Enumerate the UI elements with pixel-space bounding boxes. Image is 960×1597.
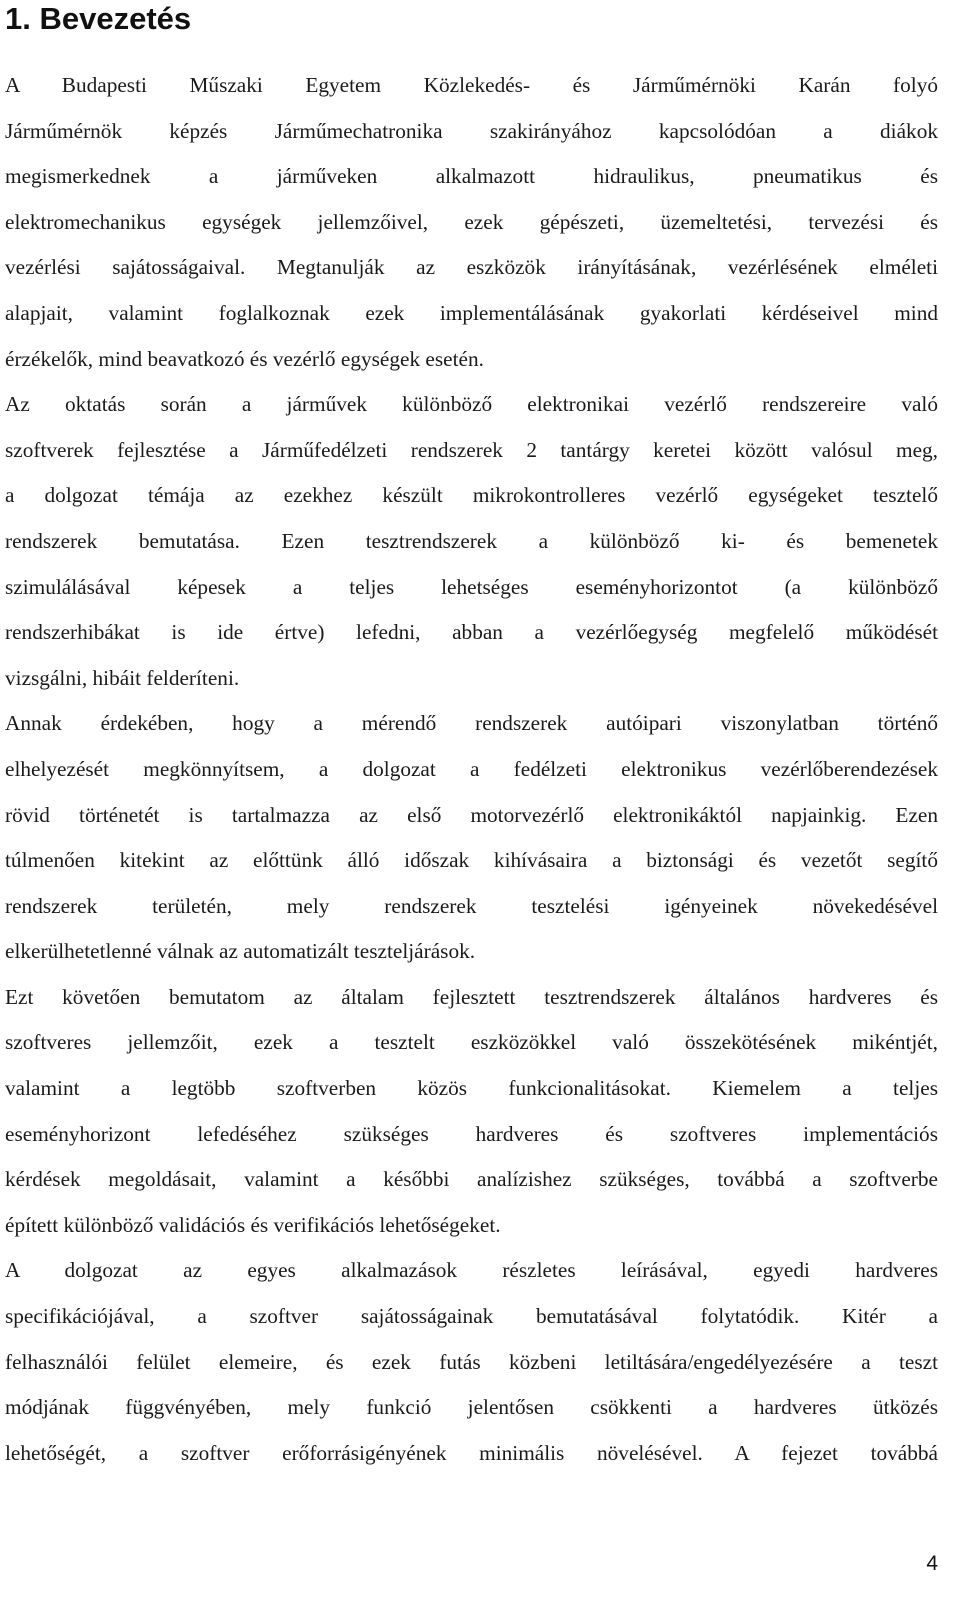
text-line: érzékelők, mind beavatkozó és vezérlő egységek esetén.: [5, 346, 484, 371]
text-line: túlmenően kitekint az előttünk álló időszak kihívásaira a biztonsági és vezetőt segítő: [5, 848, 938, 873]
text-line: A Budapesti Műszaki Egyetem Közlekedés- és Járműmérnöki Karán folyó: [5, 73, 938, 97]
text-line: szoftverek fejlesztése a Járműfedélzeti rendszerek 2 tantárgy keretei között valósul meg,: [5, 437, 938, 462]
text-line: Annak érdekében, hogy a mérendő rendszerek autóipari viszonylatban történő: [5, 711, 938, 736]
text-line: elektromechanikus egységek jellemzőivel, ezek gépészeti, üzemeltetési, tervezési és: [5, 209, 938, 234]
text-line: a dolgozat témája az ezekhez készült mikrokontrolleres vezérlő egységeket tesztelő: [5, 483, 938, 508]
paragraph: [5, 975, 938, 1249]
text-line: épített különböző validációs és verifikációs lehetőségeket.: [5, 1212, 501, 1237]
text-line: lehetőségét, a szoftver erőforrásigényének minimális növelésével. A fejezet továbbá: [5, 1440, 938, 1465]
text-line: szimulálásával képesek a teljes lehetséges eseményhorizontot (a különböző: [5, 574, 938, 599]
text-line: szoftveres jellemzőit, ezek a tesztelt eszközökkel való összekötésének mikéntjét,: [5, 1030, 938, 1055]
text-line: rendszerhibákat is ide értve) lefedni, abban a vezérlőegység megfelelő működését: [5, 620, 938, 645]
text-line: elkerülhetetlenné válnak az automatizált teszteljárások.: [5, 939, 476, 964]
text-line: Ezt követően bemutatom az általam fejlesztett tesztrendszerek általános hardveres és: [5, 984, 938, 1009]
text-line: alapjait, valamint foglalkoznak ezek implementálásának gyakorlati kérdéseivel mind: [5, 300, 938, 325]
text-line: Az oktatás során a járművek különböző elektronikai vezérlő rendszereire való: [5, 392, 938, 417]
paragraph: [5, 701, 938, 975]
text-line: felhasználói felület elemeire, és ezek futás közbeni letiltására/engedélyezésére a teszt: [5, 1349, 938, 1374]
text-line: vizsgálni, hibáit felderíteni.: [5, 665, 240, 690]
page-number: 4: [926, 1552, 938, 1575]
document-page: [5, 0, 938, 1476]
text-line: elhelyezését megkönnyítsem, a dolgozat a fedélzeti elektronikus vezérlőberendezések: [5, 756, 938, 781]
text-line: rendszerek területén, mely rendszerek tesztelési igényeinek növekedésével: [5, 893, 938, 918]
text-line: rövid történetét is tartalmazza az első motorvezérlő elektronikáktól napjainkig. Ezen: [5, 802, 938, 827]
text-line: vezérlési sajátosságaival. Megtanulják az eszközök irányításának, vezérlésének elméleti: [5, 255, 938, 280]
text-line: eseményhorizont lefedéséhez szükséges hardveres és szoftveres implementációs: [5, 1121, 938, 1146]
paragraph: [5, 1248, 938, 1476]
text-line: Járműmérnök képzés Járműmechatronika szakirányához kapcsolódóan a diákok: [5, 118, 938, 143]
body-text: [5, 63, 938, 1476]
text-line: kérdések megoldásait, valamint a későbbi analízishez szükséges, továbbá a szoftverbe: [5, 1167, 938, 1192]
text-line: rendszerek bemutatása. Ezen tesztrendszerek a különböző ki- és bemenetek: [5, 528, 938, 553]
text-line: valamint a legtöbb szoftverben közös funkcionalitásokat. Kiemelem a teljes: [5, 1076, 938, 1101]
paragraph: [5, 382, 938, 701]
text-line: megismerkednek a járműveken alkalmazott hidraulikus, pneumatikus és: [5, 164, 938, 189]
section-heading: 1. Bevezetés: [5, 1, 192, 36]
text-line: módjának függvényében, mely funkció jelentősen csökkenti a hardveres ütközés: [5, 1395, 938, 1420]
text-line: specifikációjával, a szoftver sajátosságainak bemutatásával folytatódik. Kitér a: [5, 1304, 938, 1329]
text-line: A dolgozat az egyes alkalmazások részletes leírásával, egyedi hardveres: [5, 1258, 938, 1283]
paragraph: [5, 63, 938, 382]
